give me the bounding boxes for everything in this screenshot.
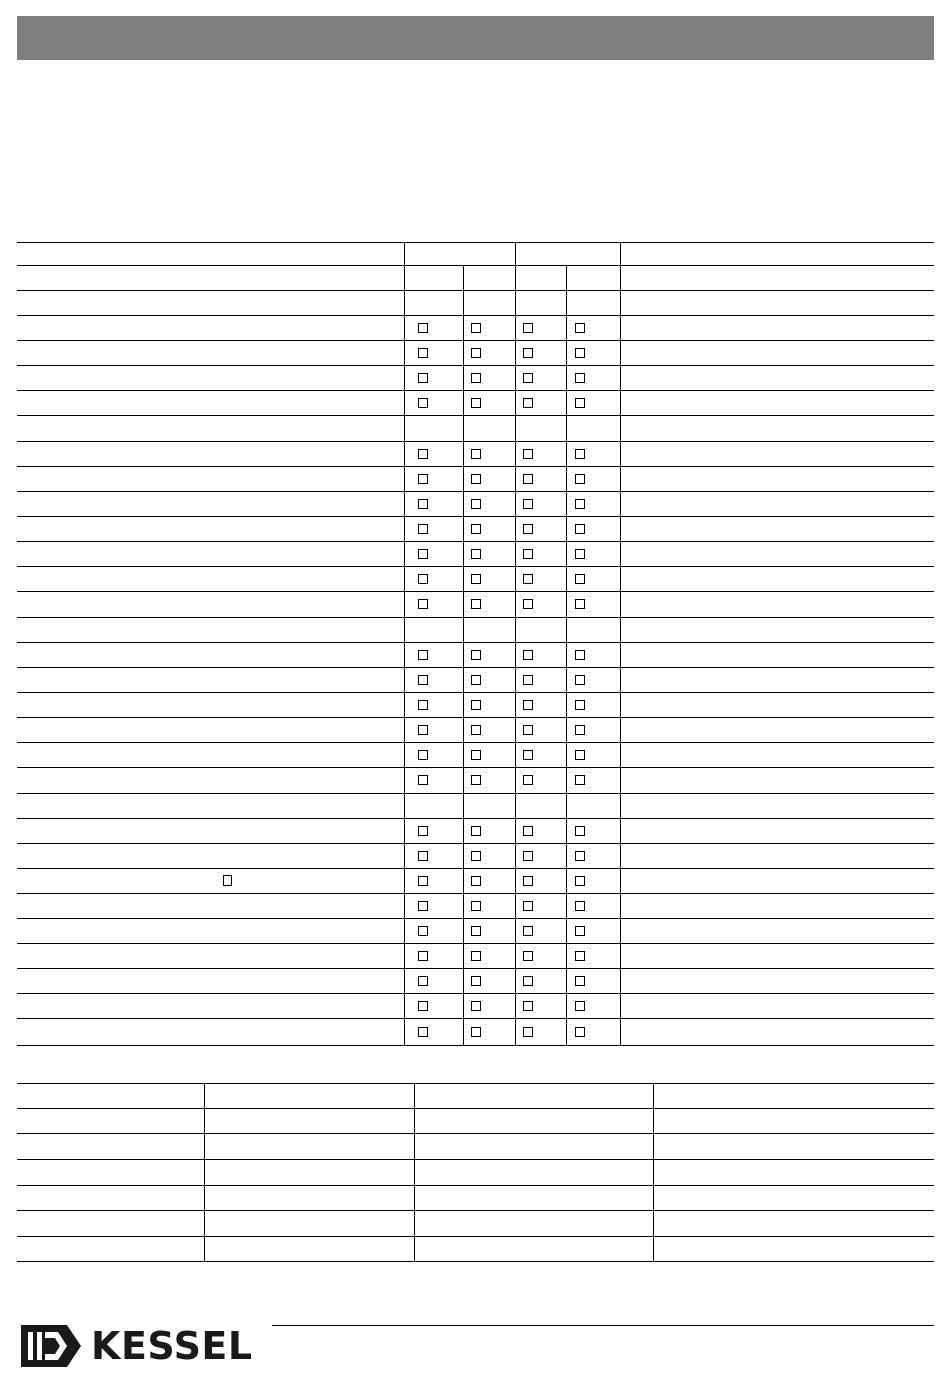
checkbox[interactable]	[418, 373, 428, 383]
checkbox[interactable]	[575, 926, 585, 936]
checkbox[interactable]	[575, 1001, 585, 1011]
checkbox[interactable]	[418, 398, 428, 408]
checkbox[interactable]	[471, 650, 481, 660]
checklist-rule	[17, 415, 934, 416]
checklist-rule	[17, 390, 934, 391]
checkbox[interactable]	[575, 323, 585, 333]
checkbox[interactable]	[523, 976, 533, 986]
signature-col-divider	[204, 1083, 205, 1261]
checklist-rule	[17, 491, 934, 492]
checkbox[interactable]	[575, 775, 585, 785]
checkbox[interactable]	[418, 725, 428, 735]
checkbox[interactable]	[523, 826, 533, 836]
checkbox[interactable]	[471, 373, 481, 383]
checkbox[interactable]	[418, 650, 428, 660]
signature-rule	[17, 1133, 934, 1134]
checkbox[interactable]	[471, 901, 481, 911]
checkbox[interactable]	[471, 474, 481, 484]
checkbox[interactable]	[523, 348, 533, 358]
checkbox[interactable]	[471, 524, 481, 534]
checklist-rule	[17, 793, 934, 794]
checklist-rule	[17, 893, 934, 894]
signature-rule	[17, 1261, 934, 1262]
checklist-rule	[17, 642, 934, 643]
checkbox[interactable]	[471, 876, 481, 886]
checkbox[interactable]	[575, 499, 585, 509]
checkbox[interactable]	[471, 725, 481, 735]
kessel-logo	[21, 1325, 253, 1367]
checkbox[interactable]	[471, 398, 481, 408]
checklist-rule	[17, 818, 934, 819]
signature-rule	[17, 1083, 934, 1084]
checkbox[interactable]	[523, 574, 533, 584]
checkbox[interactable]	[523, 398, 533, 408]
checkbox[interactable]	[418, 549, 428, 559]
checklist-rule	[17, 943, 934, 944]
checkbox[interactable]	[471, 599, 481, 609]
checklist-rule	[17, 541, 934, 542]
checklist-rule	[17, 667, 934, 668]
checkbox[interactable]	[523, 876, 533, 886]
checkbox[interactable]	[523, 700, 533, 710]
checkbox[interactable]	[523, 474, 533, 484]
checkbox[interactable]	[418, 901, 428, 911]
checkbox[interactable]	[575, 524, 585, 534]
checkbox[interactable]	[471, 499, 481, 509]
checkbox[interactable]	[523, 675, 533, 685]
checklist-rule	[17, 968, 934, 969]
checkbox[interactable]	[575, 725, 585, 735]
checklist-rule	[17, 365, 934, 366]
checklist-rule	[17, 516, 934, 517]
checkbox[interactable]	[418, 826, 428, 836]
checkbox[interactable]	[471, 1001, 481, 1011]
checkbox[interactable]	[471, 775, 481, 785]
checkbox[interactable]	[523, 549, 533, 559]
checkbox[interactable]	[471, 851, 481, 861]
checkbox[interactable]	[575, 876, 585, 886]
footer-divider	[272, 1325, 934, 1326]
header-bar	[17, 16, 934, 60]
checkbox[interactable]	[418, 775, 428, 785]
checkbox[interactable]	[575, 675, 585, 685]
checkbox[interactable]	[575, 851, 585, 861]
checkbox[interactable]	[575, 951, 585, 961]
checkbox[interactable]	[523, 750, 533, 760]
checkbox[interactable]	[523, 851, 533, 861]
checkbox[interactable]	[471, 574, 481, 584]
checkbox[interactable]	[523, 499, 533, 509]
checkbox[interactable]	[523, 951, 533, 961]
checkbox[interactable]	[575, 549, 585, 559]
checklist-rule	[17, 242, 934, 243]
kessel-logo-icon	[21, 1325, 81, 1367]
checklist-rule	[17, 466, 934, 467]
checkbox[interactable]	[575, 373, 585, 383]
checkbox[interactable]	[471, 826, 481, 836]
checkbox[interactable]	[471, 675, 481, 685]
checkbox[interactable]	[418, 851, 428, 861]
checklist-rule	[17, 591, 934, 592]
checkbox[interactable]	[575, 474, 585, 484]
checkbox[interactable]	[523, 373, 533, 383]
checkbox[interactable]	[523, 901, 533, 911]
checklist-rule	[17, 868, 934, 869]
checkbox[interactable]	[523, 449, 533, 459]
signature-rule	[17, 1236, 934, 1237]
checkbox[interactable]	[523, 775, 533, 785]
checkbox[interactable]	[471, 951, 481, 961]
checklist-rule	[17, 993, 934, 994]
checkbox[interactable]	[523, 1001, 533, 1011]
signature-rule	[17, 1210, 934, 1211]
checkbox[interactable]	[575, 599, 585, 609]
checklist-rule	[17, 340, 934, 341]
checklist-rule	[17, 290, 934, 291]
checkbox[interactable]	[575, 650, 585, 660]
checkbox[interactable]	[418, 348, 428, 358]
checklist-rule	[17, 918, 934, 919]
checklist-rule	[17, 315, 934, 316]
checkbox[interactable]	[471, 1027, 481, 1037]
checklist-rule	[17, 617, 934, 618]
checklist-rule	[17, 767, 934, 768]
checkbox[interactable]	[575, 574, 585, 584]
checkbox[interactable]	[418, 976, 428, 986]
checkbox[interactable]	[523, 1027, 533, 1037]
checkbox[interactable]	[418, 1001, 428, 1011]
checklist-col-divider	[515, 242, 516, 1045]
checkbox[interactable]	[418, 449, 428, 459]
checklist-subcol-divider	[566, 265, 567, 1045]
checkbox[interactable]	[575, 976, 585, 986]
checklist-rule	[17, 441, 934, 442]
checkbox[interactable]	[575, 826, 585, 836]
checkbox[interactable]	[575, 901, 585, 911]
checklist-rule	[17, 1018, 934, 1019]
signature-col-divider	[414, 1083, 415, 1261]
checkbox[interactable]	[418, 599, 428, 609]
checkbox[interactable]	[575, 398, 585, 408]
checkbox[interactable]	[418, 926, 428, 936]
checkbox[interactable]	[418, 1027, 428, 1037]
checkbox[interactable]	[471, 750, 481, 760]
signature-rule	[17, 1159, 934, 1160]
checkbox[interactable]	[418, 323, 428, 333]
checkbox[interactable]	[575, 700, 585, 710]
checkbox[interactable]	[418, 675, 428, 685]
checkbox[interactable]	[471, 449, 481, 459]
checkbox[interactable]	[418, 474, 428, 484]
checkbox[interactable]	[418, 951, 428, 961]
checkbox[interactable]	[523, 599, 533, 609]
checkbox[interactable]	[575, 348, 585, 358]
checkbox[interactable]	[523, 926, 533, 936]
checklist-rule	[17, 265, 934, 266]
checkbox[interactable]	[471, 323, 481, 333]
checklist-subcol-divider	[463, 265, 464, 1045]
checkbox[interactable]	[523, 725, 533, 735]
checkbox[interactable]	[418, 750, 428, 760]
checkbox[interactable]	[418, 524, 428, 534]
checkbox[interactable]	[523, 524, 533, 534]
checklist-rule	[17, 566, 934, 567]
checklist-rule	[17, 717, 934, 718]
checklist-col-divider	[404, 242, 405, 1045]
logo-text: KESSEL	[91, 1324, 253, 1368]
checkbox[interactable]	[418, 574, 428, 584]
inline-checkbox[interactable]	[223, 875, 232, 886]
checkbox[interactable]	[471, 700, 481, 710]
checkbox[interactable]	[471, 549, 481, 559]
signature-rule	[17, 1185, 934, 1186]
checkbox[interactable]	[471, 976, 481, 986]
checkbox[interactable]	[575, 1027, 585, 1037]
checkbox[interactable]	[418, 499, 428, 509]
checklist-rule	[17, 692, 934, 693]
checkbox[interactable]	[575, 750, 585, 760]
signature-rule	[17, 1108, 934, 1109]
checkbox[interactable]	[418, 876, 428, 886]
checklist-rule	[17, 742, 934, 743]
checklist-col-divider	[620, 242, 621, 1045]
checkbox[interactable]	[418, 700, 428, 710]
checklist-rule	[17, 1045, 934, 1046]
checkbox[interactable]	[471, 348, 481, 358]
checkbox[interactable]	[523, 323, 533, 333]
checkbox[interactable]	[471, 926, 481, 936]
signature-col-divider	[653, 1083, 654, 1261]
checkbox[interactable]	[575, 449, 585, 459]
checkbox[interactable]	[523, 650, 533, 660]
checklist-rule	[17, 843, 934, 844]
